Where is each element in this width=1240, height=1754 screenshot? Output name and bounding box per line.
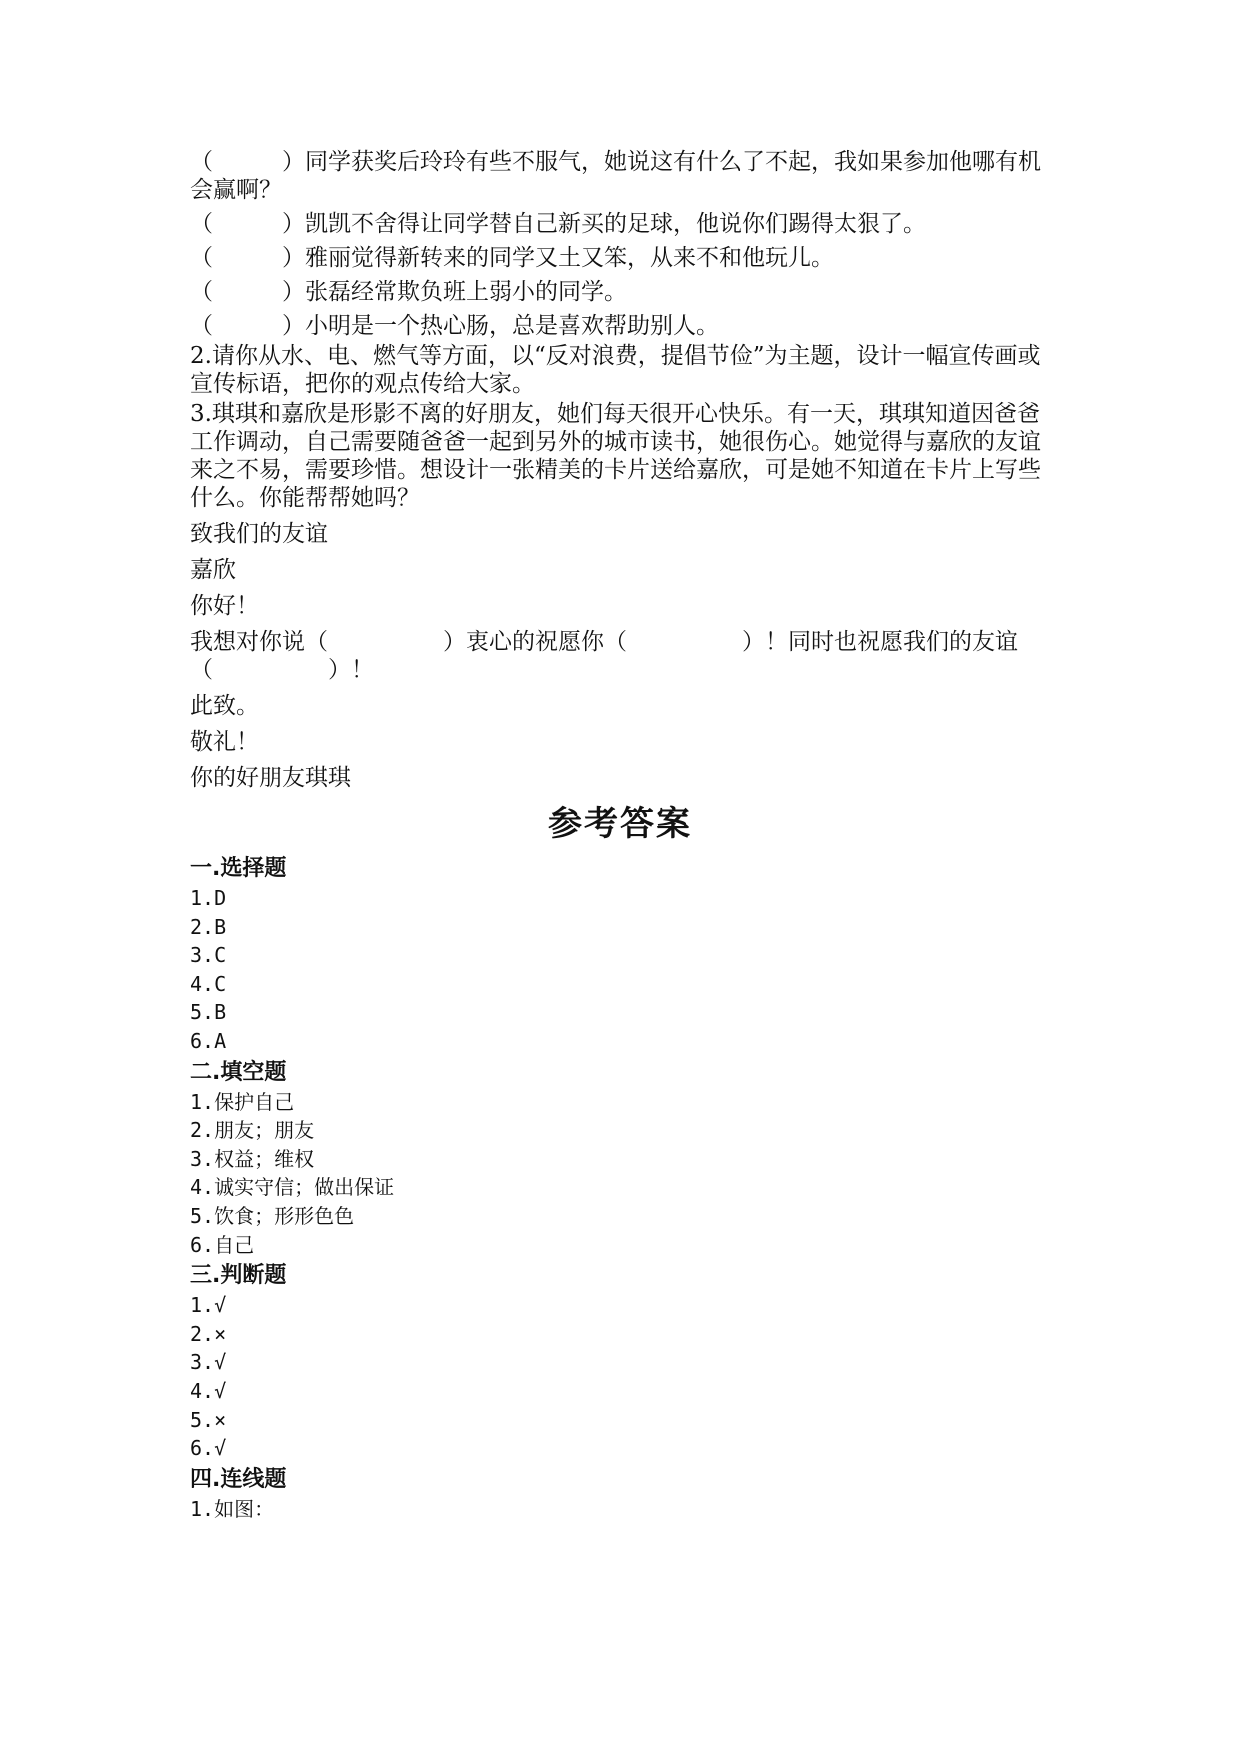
letter-greeting: 你好！: [190, 593, 259, 619]
judge-item-5: （ ）小明是一个热心肠，总是喜欢帮助别人。: [190, 313, 719, 339]
judge-item-3: （ ）雅丽觉得新转来的同学又土又笨，从来不和他玩儿。: [190, 245, 834, 271]
section-heading: 二.填空题: [190, 1059, 287, 1085]
answer-item: 3.√: [190, 1350, 227, 1375]
answer-item: 6.A: [190, 1028, 227, 1053]
question-2: 2.请你从水、电、燃气等方面，以“反对浪费，提倡节俭”为主题，设计一幅宣传画或宣传标语，把你的观点传给大家。: [190, 343, 1041, 397]
answer-item: 3.权益；维权: [190, 1146, 315, 1171]
section-heading: 三.判断题: [190, 1263, 287, 1289]
answer-item: 4.C: [190, 971, 227, 996]
answer-item: 3.C: [190, 943, 227, 968]
answer-item: 4.诚实守信；做出保证: [190, 1175, 395, 1200]
answer-item: 6.自己: [190, 1232, 255, 1257]
letter-closing-1: 此致。: [190, 693, 259, 719]
answer-item: 6.√: [190, 1436, 227, 1461]
section-heading: 四.连线题: [190, 1466, 287, 1492]
document-page: [190, 148, 1050, 1523]
answer-item: 2.×: [190, 1321, 227, 1346]
answer-item: 1.√: [190, 1293, 227, 1318]
answer-item: 2.B: [190, 914, 227, 939]
answer-section-choice: [190, 854, 1050, 1056]
letter-signature: 你的好朋友琪琪: [190, 765, 351, 791]
answer-item: 1.D: [190, 886, 227, 910]
judge-item-1: （ ）同学获奖后玲玲有些不服气，她说这有什么了不起，我如果参加他哪有机会赢啊？: [190, 149, 1041, 203]
letter-recipient: 嘉欣: [190, 557, 236, 583]
letter-body: 我想对你说（ ）衷心的祝愿你（ ）！同时也祝愿我们的友谊（ ）！: [190, 629, 1018, 683]
answer-section-judge: [190, 1261, 1050, 1463]
answer-section-fill: [190, 1058, 1050, 1260]
answer-item: 1.如图：: [190, 1496, 275, 1521]
answer-item: 2.朋友；朋友: [190, 1118, 315, 1143]
answer-item: 5.饮食；形形色色: [190, 1203, 355, 1228]
answer-key-title: 参考答案: [548, 804, 692, 844]
answer-item: 4.√: [190, 1378, 227, 1403]
answer-item: 5.B: [190, 1000, 227, 1025]
answer-item: 5.×: [190, 1407, 227, 1432]
letter-closing-2: 敬礼！: [190, 729, 259, 755]
answer-section-matching: [190, 1465, 1050, 1524]
question-3: 3.琪琪和嘉欣是形影不离的好朋友，她们每天很开心快乐。有一天，琪琪知道因爸爸工作调动，自己需要随爸爸一起到另外的城市读书，她很伤心。她觉得与嘉欣的友谊来之不易，需要珍惜。想设计一张精美的卡片送给嘉欣，可是她不知道在卡片上写些什么。你能帮帮她吗？: [190, 401, 1041, 511]
section-heading: 一.选择题: [190, 856, 287, 881]
answer-item: 1.保护自己: [190, 1089, 295, 1114]
judge-item-4: （ ）张磊经常欺负班上弱小的同学。: [190, 279, 627, 305]
judge-item-2: （ ）凯凯不舍得让同学替自己新买的足球，他说你们踢得太狠了。: [190, 211, 926, 237]
letter-title: 致我们的友谊: [190, 521, 328, 547]
